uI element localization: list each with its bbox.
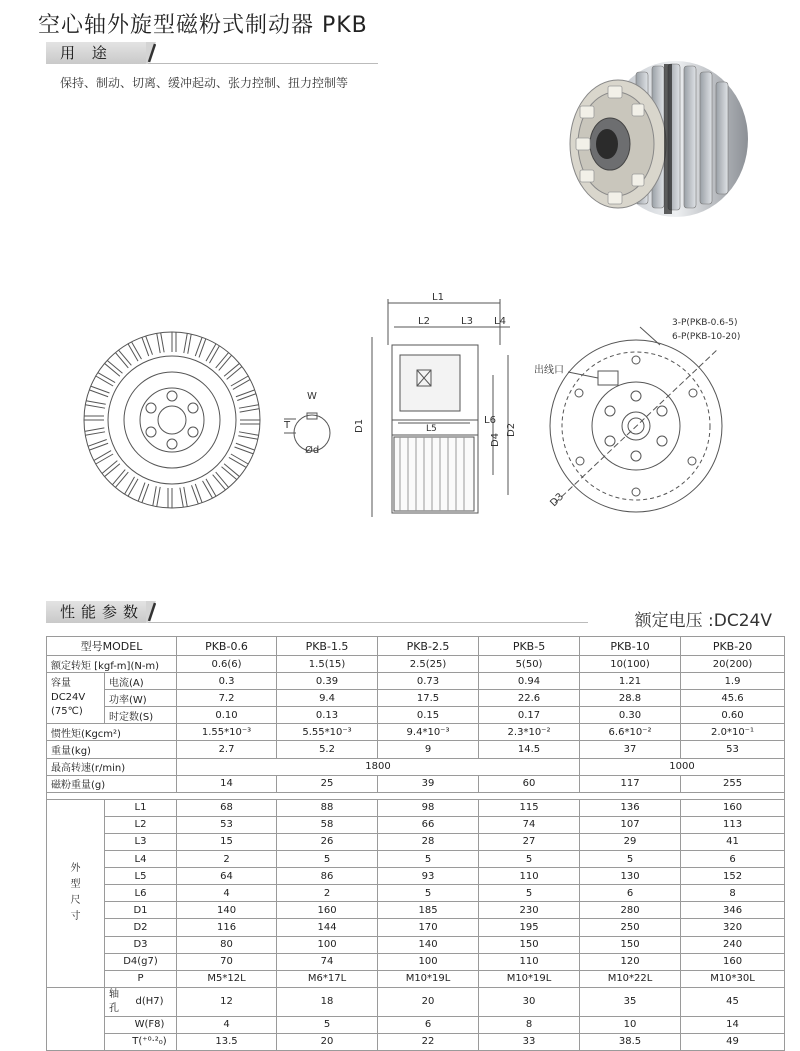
cell: 6: [580, 885, 681, 902]
table-row: [47, 902, 785, 919]
cell: 9.4*10⁻³: [378, 724, 479, 741]
row-label: D1: [105, 902, 177, 919]
cell: 88: [277, 799, 378, 816]
cell: 5: [580, 851, 681, 868]
cell: 68: [177, 799, 277, 816]
cell: 2.0*10⁻¹: [681, 724, 785, 741]
row-label: L3: [105, 833, 177, 850]
cell: 1.5(15): [277, 656, 378, 673]
cell: 100: [378, 953, 479, 970]
cell: 0.15: [378, 707, 479, 724]
cell: 93: [378, 868, 479, 885]
cell: 5.2: [277, 741, 378, 758]
cell: 120: [580, 953, 681, 970]
spec-table: [46, 636, 785, 1051]
cell: 0.30: [580, 707, 681, 724]
cell: 53: [177, 816, 277, 833]
cell: 86: [277, 868, 378, 885]
cell: 5.55*10⁻³: [277, 724, 378, 741]
cell: 0.73: [378, 673, 479, 690]
cell: 18: [277, 987, 378, 1016]
cell: 240: [681, 936, 785, 953]
cell: 2.7: [177, 741, 277, 758]
model-col: PKB-10: [580, 637, 681, 656]
cell: 5: [479, 885, 580, 902]
row-label: 时定数(S): [105, 707, 177, 724]
table-row: [47, 987, 785, 1016]
cell: 38.5: [580, 1033, 681, 1050]
dims-group-char: 寸: [70, 911, 81, 923]
cell: 0.6(6): [177, 656, 277, 673]
cell: 13.5: [177, 1033, 277, 1050]
cell: 117: [580, 775, 681, 792]
cell: 45.6: [681, 690, 785, 707]
row-label: 功率(W): [105, 690, 177, 707]
cell: 170: [378, 919, 479, 936]
cell: 15: [177, 833, 277, 850]
shaft-row-label: T(⁺⁰·²₀): [132, 1036, 167, 1048]
row-label: L2: [105, 816, 177, 833]
cell: 160: [681, 799, 785, 816]
table-row: [47, 816, 785, 833]
cell: 2.5(25): [378, 656, 479, 673]
cell: 2.3*10⁻²: [479, 724, 580, 741]
table-row: [47, 851, 785, 868]
table-row: [47, 970, 785, 987]
cell: 14.5: [479, 741, 580, 758]
cell: 98: [378, 799, 479, 816]
capacity-line: (75℃): [51, 706, 83, 718]
cell: 10: [580, 1016, 681, 1033]
cell: 150: [580, 936, 681, 953]
cell: 320: [681, 919, 785, 936]
cell: 8: [681, 885, 785, 902]
cell: 60: [479, 775, 580, 792]
row-label: 最高转速(r/min): [47, 758, 177, 775]
model-header: 型号MODEL: [47, 637, 177, 656]
row-label: L1: [105, 799, 177, 816]
label-w: W: [307, 391, 317, 402]
usage-heading-rule: [148, 63, 378, 64]
cell: 152: [681, 868, 785, 885]
cell: 5: [378, 851, 479, 868]
cell: 110: [479, 953, 580, 970]
cell: 1800: [177, 758, 580, 775]
cell: 7.2: [177, 690, 277, 707]
cell: 22: [378, 1033, 479, 1050]
rated-voltage: 额定电压 :DC24V: [634, 611, 772, 631]
cell: 0.3: [177, 673, 277, 690]
cell: 22.6: [479, 690, 580, 707]
table-row: [47, 885, 785, 902]
dims-group-char: 型: [70, 879, 81, 891]
cell: 74: [479, 816, 580, 833]
cell: 110: [479, 868, 580, 885]
cell: M10*22L: [580, 970, 681, 987]
label-l1: L1: [432, 292, 444, 303]
dims-group-char: 外: [70, 863, 81, 875]
cell: 0.94: [479, 673, 580, 690]
cell: 255: [681, 775, 785, 792]
cell: 14: [177, 775, 277, 792]
cell: 136: [580, 799, 681, 816]
label-l2: L2: [418, 316, 430, 327]
cell: 144: [277, 919, 378, 936]
cell: 12: [177, 987, 277, 1016]
capacity-line: 容量: [51, 678, 71, 690]
model-col: PKB-1.5: [277, 637, 378, 656]
cell: 29: [580, 833, 681, 850]
shaft-row-label: d(H7): [135, 996, 164, 1008]
cell: 27: [479, 833, 580, 850]
table-header-row: [47, 637, 785, 656]
usage-text: 保持、制动、切离、缓冲起动、张力控制、扭力控制等: [60, 76, 349, 90]
table-spacer-row: [47, 792, 785, 799]
capacity-group-label: [47, 673, 105, 724]
cell: 0.13: [277, 707, 378, 724]
cell: 1.21: [580, 673, 681, 690]
cell: 0.39: [277, 673, 378, 690]
shaft-group-char: 轴: [109, 988, 119, 1000]
label-p-note2: 6-P(PKB-10-20): [672, 332, 741, 342]
performance-heading: [46, 601, 148, 623]
cell: M10*30L: [681, 970, 785, 987]
row-label: 额定转矩 [kgf-m](N-m): [47, 656, 177, 673]
table-row: [47, 936, 785, 953]
cell: 6: [681, 851, 785, 868]
cell: M6*17L: [277, 970, 378, 987]
performance-heading-rule: [148, 622, 588, 623]
cell: 53: [681, 741, 785, 758]
row-label: 惯性矩(Kgcm²): [47, 724, 177, 741]
row-label: 磁粉重量(g): [47, 775, 177, 792]
cell: 346: [681, 902, 785, 919]
row-label: D2: [105, 919, 177, 936]
label-l6: L6: [484, 415, 496, 426]
table-row: [47, 1033, 785, 1050]
label-d: Ød: [305, 445, 320, 456]
heading-slash-icon: [146, 42, 156, 64]
table-row: [47, 919, 785, 936]
label-l5: L5: [426, 424, 437, 434]
cell: 5: [277, 851, 378, 868]
cell: 33: [479, 1033, 580, 1050]
cell: 25: [277, 775, 378, 792]
cell: 80: [177, 936, 277, 953]
performance-heading-label: 性能参数: [60, 603, 145, 621]
row-label: P: [105, 970, 177, 987]
front-view-drawing: [84, 332, 260, 508]
row-label: 重量(kg): [47, 741, 177, 758]
label-outlet: 出线口: [534, 365, 564, 376]
cell: 160: [681, 953, 785, 970]
table-row: [47, 1016, 785, 1033]
cell: 17.5: [378, 690, 479, 707]
dims-group-continuation: [47, 987, 105, 1050]
cell: 8: [479, 1016, 580, 1033]
cell: M10*19L: [479, 970, 580, 987]
cell: 58: [277, 816, 378, 833]
cell: 4: [177, 1016, 277, 1033]
row-label: 电流(A): [105, 673, 177, 690]
model-col: PKB-5: [479, 637, 580, 656]
usage-heading-label: 用 途: [60, 44, 113, 62]
row-label: D4(g7): [105, 953, 177, 970]
cell: 10(100): [580, 656, 681, 673]
cell: 113: [681, 816, 785, 833]
cell: 14: [681, 1016, 785, 1033]
cell: M10*19L: [378, 970, 479, 987]
label-p-note1: 3-P(PKB-0.6-5): [672, 318, 738, 328]
cell: 140: [378, 936, 479, 953]
cell: 41: [681, 833, 785, 850]
table-row: [47, 724, 785, 741]
cell: 39: [378, 775, 479, 792]
cell: 2: [277, 885, 378, 902]
cell: 6.6*10⁻²: [580, 724, 681, 741]
label-l4: L4: [494, 316, 506, 327]
cell: 130: [580, 868, 681, 885]
table-row: [47, 673, 785, 690]
cell: 250: [580, 919, 681, 936]
row-label: D3: [105, 936, 177, 953]
cell: 100: [277, 936, 378, 953]
cell: 115: [479, 799, 580, 816]
product-photo: [566, 44, 756, 219]
cell: 2: [177, 851, 277, 868]
cell: 49: [681, 1033, 785, 1050]
cell: 35: [580, 987, 681, 1016]
cell: 160: [277, 902, 378, 919]
table-row: [47, 690, 785, 707]
label-d2: D2: [506, 422, 517, 437]
label-t: T: [284, 420, 291, 431]
table-row: [47, 799, 785, 816]
cell: 26: [277, 833, 378, 850]
cell: 116: [177, 919, 277, 936]
cell: M5*12L: [177, 970, 277, 987]
shaft-row-label: W(F8): [134, 1019, 165, 1031]
cell: 5: [479, 851, 580, 868]
row-label: L6: [105, 885, 177, 902]
cell: 150: [479, 936, 580, 953]
cell: 66: [378, 816, 479, 833]
cell: 20: [277, 1033, 378, 1050]
cell: 195: [479, 919, 580, 936]
table-row: [47, 833, 785, 850]
label-d3: D3: [548, 491, 567, 510]
table-row: [47, 741, 785, 758]
cell: 280: [580, 902, 681, 919]
row-label: [105, 1033, 177, 1050]
cell: 6: [378, 1016, 479, 1033]
row-label: L5: [105, 868, 177, 885]
dims-group-label: [47, 799, 105, 987]
cell: 9: [378, 741, 479, 758]
model-col: PKB-0.6: [177, 637, 277, 656]
table-row: [47, 656, 785, 673]
table-row: [47, 953, 785, 970]
cell: 37: [580, 741, 681, 758]
cell: 20(200): [681, 656, 785, 673]
shaft-group-char: 孔: [109, 1002, 119, 1014]
label-d1: D1: [354, 418, 365, 433]
cell: 28: [378, 833, 479, 850]
cell: 5(50): [479, 656, 580, 673]
cell: 20: [378, 987, 479, 1016]
cell: 140: [177, 902, 277, 919]
dims-group-char: 尺: [70, 895, 81, 907]
table-row: [47, 707, 785, 724]
row-label: [105, 1016, 177, 1033]
row-label: [105, 987, 177, 1016]
shaft-group-label: [105, 988, 123, 1016]
page-title: 空心轴外旋型磁粉式制动器 PKB: [38, 13, 368, 38]
model-col: PKB-2.5: [378, 637, 479, 656]
cell: 0.60: [681, 707, 785, 724]
cell: 0.10: [177, 707, 277, 724]
table-row: [47, 868, 785, 885]
cell: 28.8: [580, 690, 681, 707]
cell: 1.55*10⁻³: [177, 724, 277, 741]
cell: 5: [378, 885, 479, 902]
end-view-drawing: [550, 327, 722, 512]
heading-slash-icon: [146, 601, 156, 623]
cell: 107: [580, 816, 681, 833]
cell: 0.17: [479, 707, 580, 724]
cell: 30: [479, 987, 580, 1016]
cell: 4: [177, 885, 277, 902]
cell: 5: [277, 1016, 378, 1033]
cell: 45: [681, 987, 785, 1016]
label-d4: D4: [490, 432, 501, 447]
usage-heading: [46, 42, 148, 64]
cell: 185: [378, 902, 479, 919]
model-col: PKB-20: [681, 637, 785, 656]
cell: 230: [479, 902, 580, 919]
section-view-drawing: [372, 299, 510, 517]
cell: 1.9: [681, 673, 785, 690]
cell: 70: [177, 953, 277, 970]
cell: 64: [177, 868, 277, 885]
label-l3: L3: [461, 316, 473, 327]
table-row: [47, 758, 785, 775]
cell: 74: [277, 953, 378, 970]
cell: 1000: [580, 758, 785, 775]
table-row: [47, 775, 785, 792]
capacity-line: DC24V: [51, 692, 86, 704]
cell: 9.4: [277, 690, 378, 707]
dimension-drawings: [0, 285, 800, 535]
row-label: L4: [105, 851, 177, 868]
